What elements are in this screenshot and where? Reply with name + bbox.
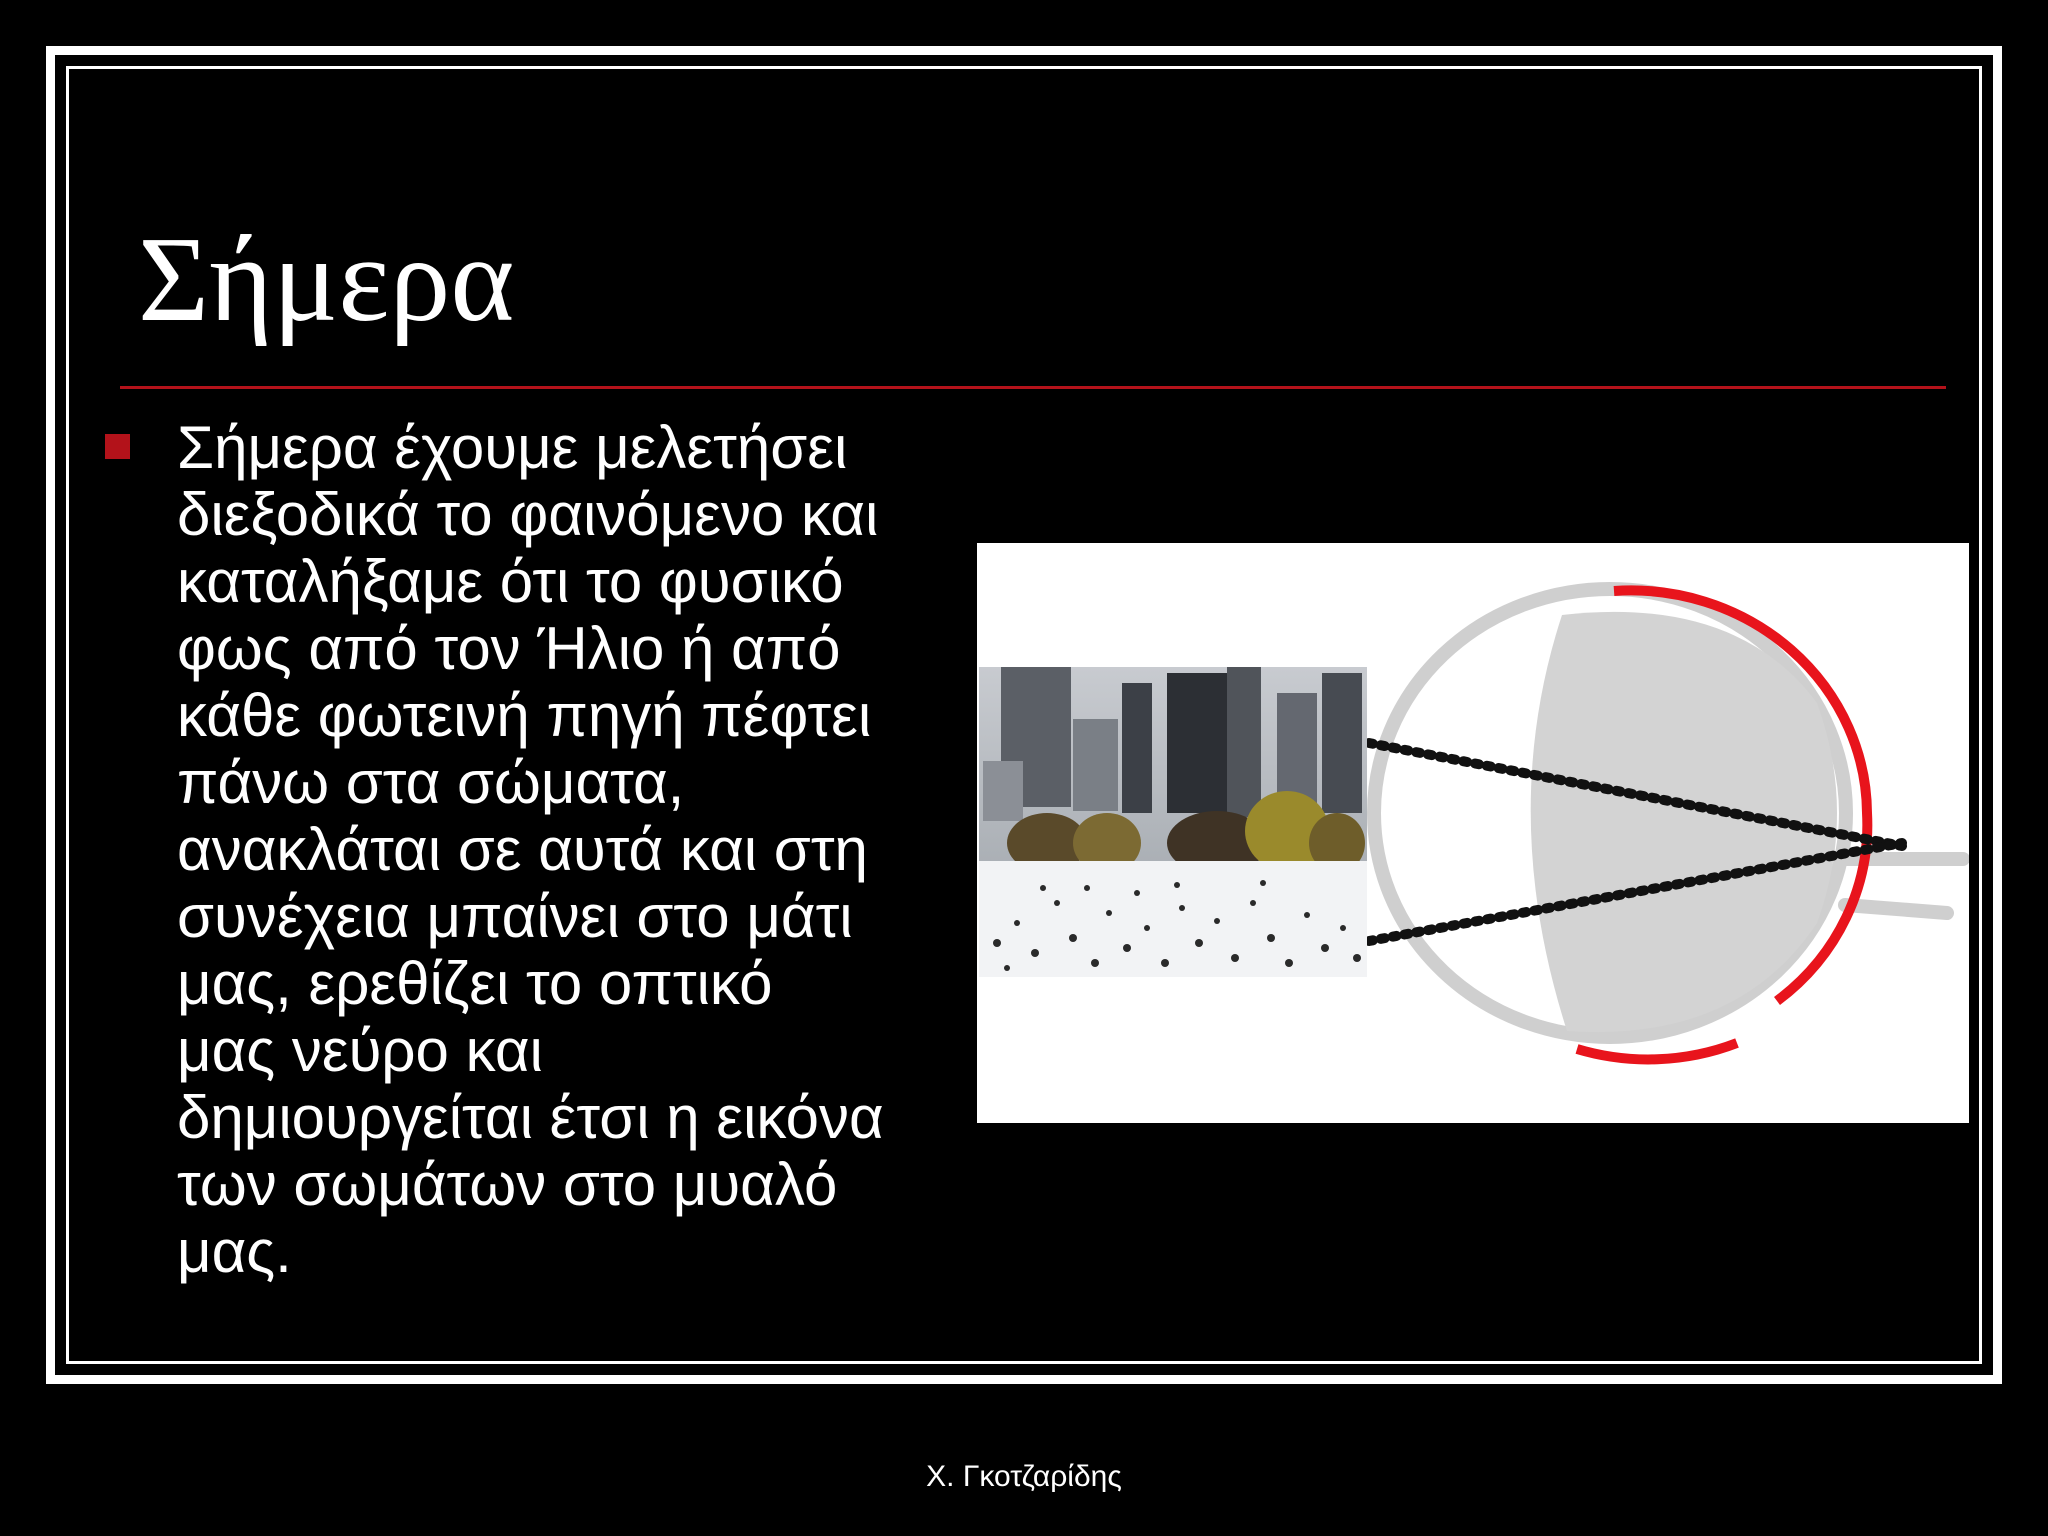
city-skating-rink-photo (979, 667, 1367, 977)
optic-nerve-lower (1845, 905, 1947, 913)
eye-diagram-svg (977, 543, 1969, 1123)
eye-vision-figure (977, 543, 1969, 1123)
slide-body-text: Σήμερα έχουμε μελετήσει διεξοδικά το φαινόμενο και καταλήξαμε ότι το φυσικό φως από τον Ήλιο ή από κάθε φωτεινή πηγή πέφτει πάνω στα σώματα, ανακλάται σε αυτά και στη συνέχεια μπαίνει στο μάτι μας, ερεθίζει το οπτικό μας νεύρο και δημιουργείται έτσι η εικόνα των σωμάτων στο μυαλό μας. (177, 414, 884, 1285)
slide-title: Σήμερα (138, 212, 515, 347)
title-divider (120, 386, 1946, 389)
footer-author: Χ. Γκοτζαρίδης (926, 1460, 1122, 1493)
square-bullet-icon (105, 434, 130, 459)
